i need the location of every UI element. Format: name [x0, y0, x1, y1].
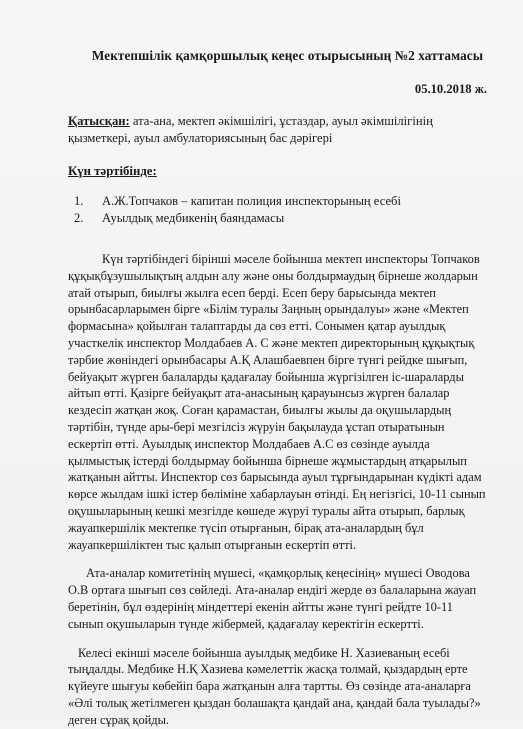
agenda-item-number: 2. — [74, 211, 84, 225]
document-date: 05.10.2018 ж. — [414, 82, 487, 96]
agenda-item-text: Ауылдық медбикенің баяндамасы — [102, 211, 285, 225]
agenda-item — [68, 210, 487, 227]
agenda-list — [68, 193, 487, 227]
body-paragraph-nurse-report: Келесі екінші мәселе бойынша ауылдық медбике Н. Хазиеваның есебі тыңдалды. Медбике Н.Қ Хазиева кәмелеттік жасқа толмай, қыздардың ерте күйеуге шығуы көбейіп бара жатқанын алға тартты. Өз сөзінде ата-аналарға «Әлі толық жетілмеген қыздан болашақта қандай ана, қандай бала туылады?» деген сұрақ қойды. — [68, 645, 481, 727]
agenda-item — [68, 193, 487, 210]
agenda-heading: Күн тәртібінде: — [68, 164, 157, 178]
agenda-item-text: А.Ж.Топчаков – капитан полиция инспекторының есебі — [102, 194, 401, 208]
body-paragraph-parents-committee: Ата-аналар комитетінің мүшесі, «қамқорлық кеңесінің» мүшесі Оводова О.В ортаға шығып сөз сөйледі. Ата-аналар ендігі жерде өз балаларына жауап беретінін, бұл өздерінің міндеттері екенін айтты және түнгі рейдте 10-11 сынып оқушыларын түнде жібермей, қадағалау керектігін ескертті. — [68, 566, 477, 631]
participants-text: ата-ана, мектеп әкімшілігі, ұстаздар, ауыл әкімшілігінің қызметкері, ауыл амбулаториясының бас дәрігері — [68, 114, 433, 145]
participants-label: Қатысқан: — [68, 114, 130, 128]
participants-block — [68, 113, 487, 146]
document-title: Мектепшілік қамқоршылық кеңес отырысының №2 хаттамасы — [91, 48, 484, 63]
agenda-item-number: 1. — [74, 194, 84, 208]
body-paragraph-inspector-report: Күн тәртібіндегі бірінші мәселе бойынша мектеп инспекторы Топчаков құқықбұзушылықтың алдын алу және оны болдырмаудың бірнеше жолдарын атай отырып, биылғы жылға есеп берді. Есеп беру барысында мектеп орынбасарларымен бірге «Білім туралы Заңның орындалуы» және «Мектеп формасына» қойылған талаптарды да сөз етті. Сонымен қатар ауылдық участкелік инспектор Молдабаев А. С және мектеп директорының құқықтық тәрбие жөніндегі орынбасары А.Қ Алашбаевпен бірге түнгі рейдке шығып, бейуақыт жүрген балаларды қадағалау бойынша жүргізілген іс-шараларды айтып өтті. Қазірге бейуақыт ата-анасының қарауынсыз жүрген балалар кездесіп жатқан жоқ. Соған қарамастан, биылғы жылы да оқушылардың тәртібін, түнде ары-бері мезгілсіз жүруін бақылауда ұстап отыратынын ескертіп өтті. Ауылдық инспектор Молдабаев А.С өз сөзінде ауылда қылмыстық істерді болдырмау бойынша бірнеше жұмыстардың атқарылып жатқанын айтты. Инспектор сөз барысында ауыл тұрғындарынан күдікті адам көрсе жылдам ішкі істер бөліміне хабарлауын өтінді. Ең негізгісі, 10-11 сынып оқушыларының кешкі мезгілде көшеде жүруі туралы айта отырып, барлық жауапкершілік мектепке түсіп отырғанын, бірақ ата-аналардың бұл жауапкершіліктен тыс қалып отырғанын ескертіп өтті. — [68, 252, 486, 552]
